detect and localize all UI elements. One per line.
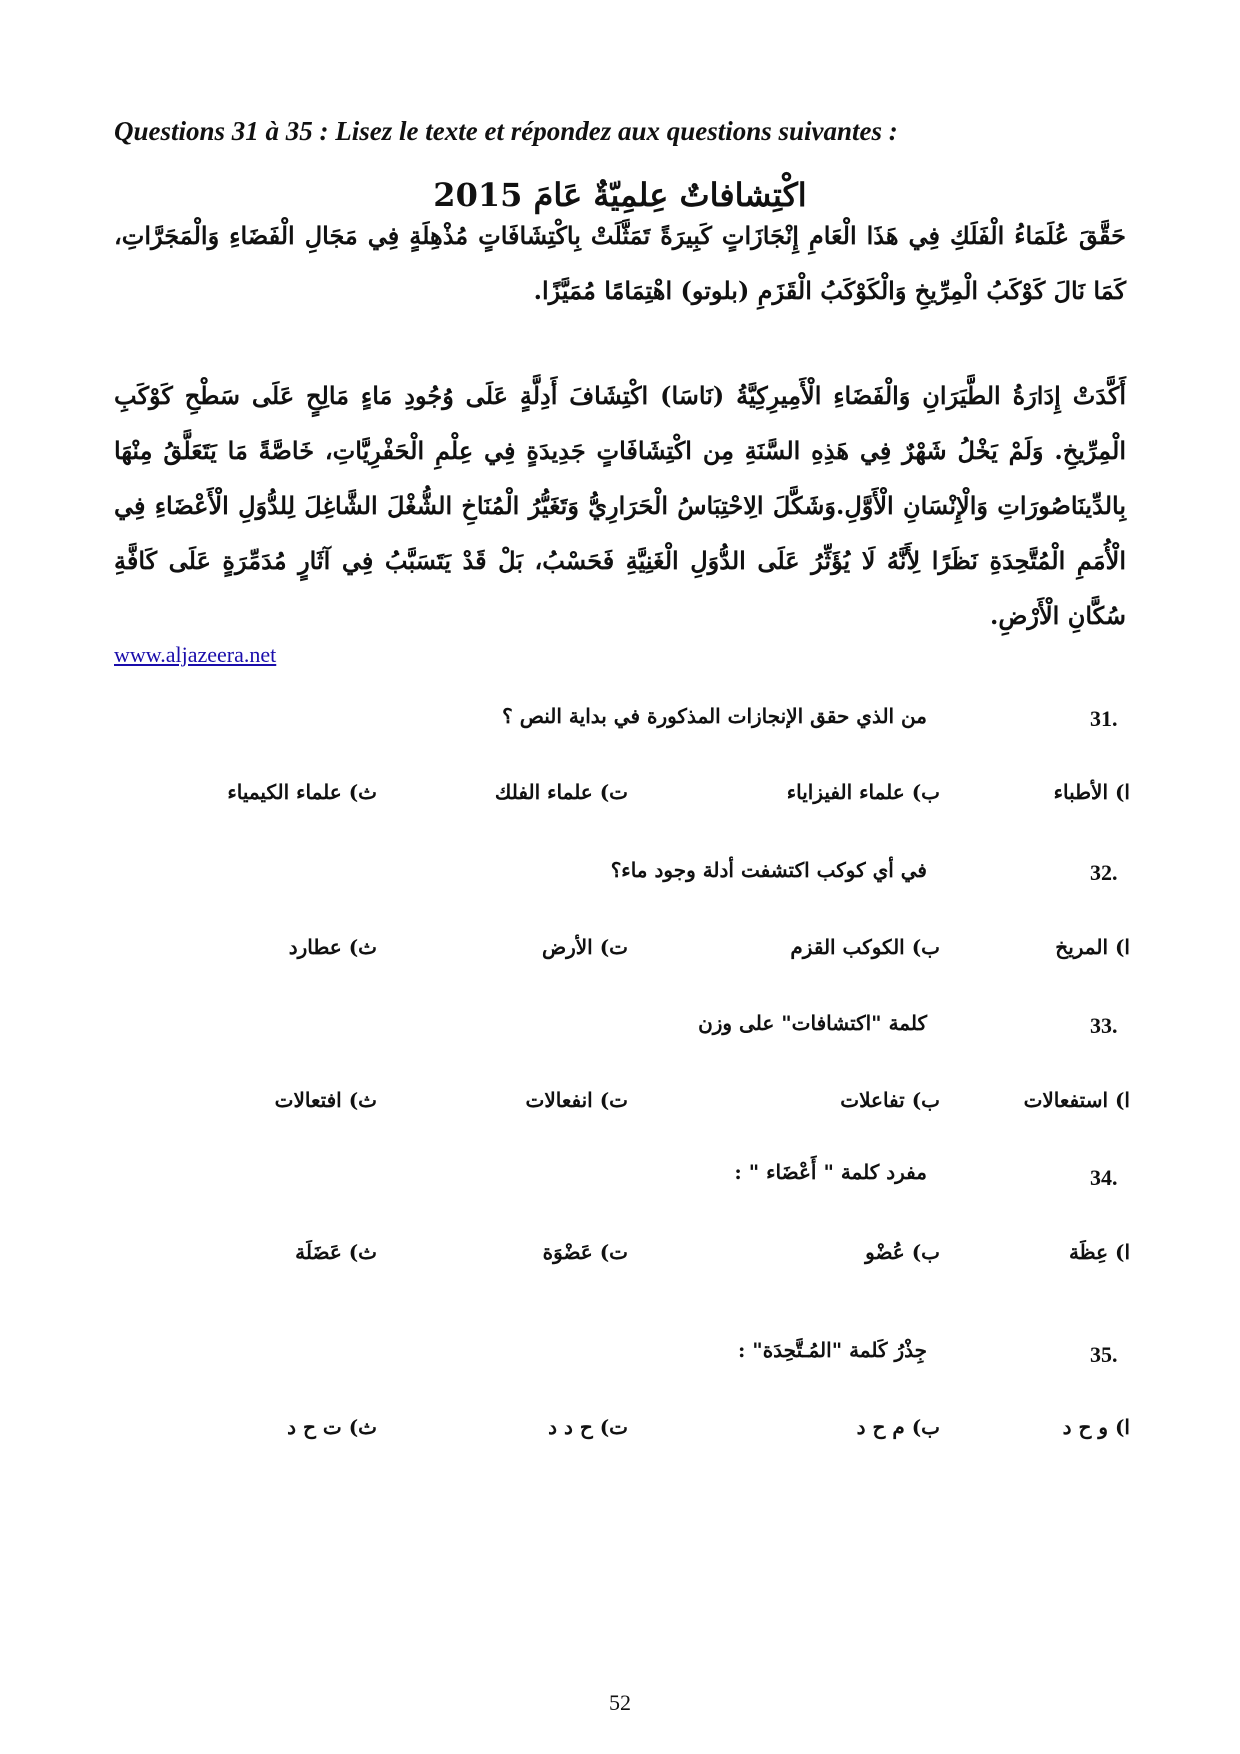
option-a[interactable]: ا) عِظَة	[1068, 1240, 1130, 1264]
option-d[interactable]: ث) علماء الكيمياء	[227, 780, 377, 804]
option-a[interactable]: ا) استفعالات	[1023, 1088, 1130, 1112]
question-number: 33.	[1090, 1013, 1118, 1038]
text-paragraph-2: أَكَّدَتْ إِدَارَةُ الطَّيَرَانِ وَالْفَضَاءِ الْأَمِيرِكِيَّةُ (نَاسَا) اكْتِشَافَ أَدِلَّةٍ عَلَى وُجُودِ مَاءٍ مَالِحٍ عَلَى سَطْحِ كَوْكَبِ الْمِرِّيخِ. وَلَمْ يَخْلُ شَهْرٌ فِي هَذِهِ السَّنَةِ مِن اكْتِشَافَاتٍ جَدِيدَةٍ فِي عِلْمِ الْحَفْرِيَّاتِ، خَاصَّةً مَا يَتَعَلَّقُ مِنْهَا بِالدِّينَاصُورَاتِ وَالْإِنْسَانِ الْأَوَّلِ.وَشَكَّلَ الِاحْتِبَاسُ الْحَرَارِيُّ وَتَغَيُّرُ الْمُنَاخِ الشُّغْلَ الشَّاغِلَ لِلدُّوَلِ الْأَعْضَاءِ فِي الْأُمَمِ الْمُتَّحِدَةِ نَظَرًا لِأَنَّهُ لَا يُؤَثِّرُ عَلَى الدُّوَلِ الْغَنِيَّةِ فَحَسْبُ، بَلْ قَدْ يَتَسَبَّبُ فِي آثَارٍ مُدَمِّرَةٍ عَلَى كَافَّةِ سُكَّانِ الْأَرْضِ.	[114, 381, 1127, 630]
text-paragraph-1: حَقَّقَ عُلَمَاءُ الْفَلَكِ فِي هَذَا الْعَامِ إِنْجَازَاتٍ كَبِيرَةً تَمَثَّلَتْ بِاكْتِشَافَاتٍ مُذْهِلَةٍ فِي مَجَالِ الْفَضَاءِ وَالْمَجَرَّاتِ، كَمَا نَالَ كَوْكَبُ الْمِرِّيخِ وَالْكَوْكَبُ الْقَزَمِ (بلوتو) اهْتِمَامًا مُمَيَّزًا.	[114, 221, 1126, 305]
option-d[interactable]: ث) ت ح د	[287, 1415, 377, 1439]
option-c[interactable]: ت) علماء الفلك	[494, 780, 628, 804]
question-text: كلمة "اكتشافات" على وزن	[698, 1011, 927, 1035]
option-d[interactable]: ث) عطارد	[288, 935, 377, 959]
question-text: مفرد كلمة " أَعْضَاء " :	[734, 1160, 927, 1184]
page-number: 52	[609, 1690, 631, 1715]
question-number: 31.	[1090, 706, 1118, 731]
question-text: من الذي حقق الإنجازات المذكورة في بداية النص ؟	[502, 704, 927, 728]
source-link[interactable]: www.aljazeera.net	[114, 642, 277, 667]
option-d[interactable]: ث) عَضَلَة	[295, 1240, 377, 1264]
option-c[interactable]: ت) ح د د	[548, 1415, 628, 1439]
option-a[interactable]: ا) الأطباء	[1053, 780, 1130, 804]
option-d[interactable]: ث) افتعالات	[274, 1088, 377, 1112]
question-number: 34.	[1090, 1165, 1118, 1190]
option-b[interactable]: ب) تفاعلات	[840, 1088, 940, 1112]
option-b[interactable]: ب) عُضْو	[865, 1240, 940, 1264]
option-a[interactable]: ا) المريخ	[1055, 935, 1130, 959]
option-b[interactable]: ب) م ح د	[856, 1415, 940, 1439]
option-b[interactable]: ب) الكوكب القزم	[790, 935, 940, 959]
option-a[interactable]: ا) و ح د	[1062, 1415, 1130, 1439]
option-c[interactable]: ت) انفعالات	[525, 1088, 628, 1112]
instruction-heading: Questions 31 à 35 : Lisez le texte et répondez aux questions suivantes :	[114, 116, 898, 146]
question-number: 32.	[1090, 860, 1118, 885]
text-title: اكْتِشافاتٌ عِلمِيّةٌ عَامَ 2015	[433, 176, 807, 214]
option-c[interactable]: ت) عَضْوَة	[542, 1240, 628, 1264]
option-c[interactable]: ت) الأرض	[541, 935, 628, 959]
question-text: جِذْرُ كَلمة "المُـتَّحِدَة" :	[737, 1338, 927, 1362]
option-b[interactable]: ب) علماء الفيزاياء	[786, 780, 940, 804]
question-number: 35.	[1090, 1342, 1118, 1367]
question-text: في أي كوكب اكتشفت أدلة وجود ماء؟	[610, 858, 927, 882]
